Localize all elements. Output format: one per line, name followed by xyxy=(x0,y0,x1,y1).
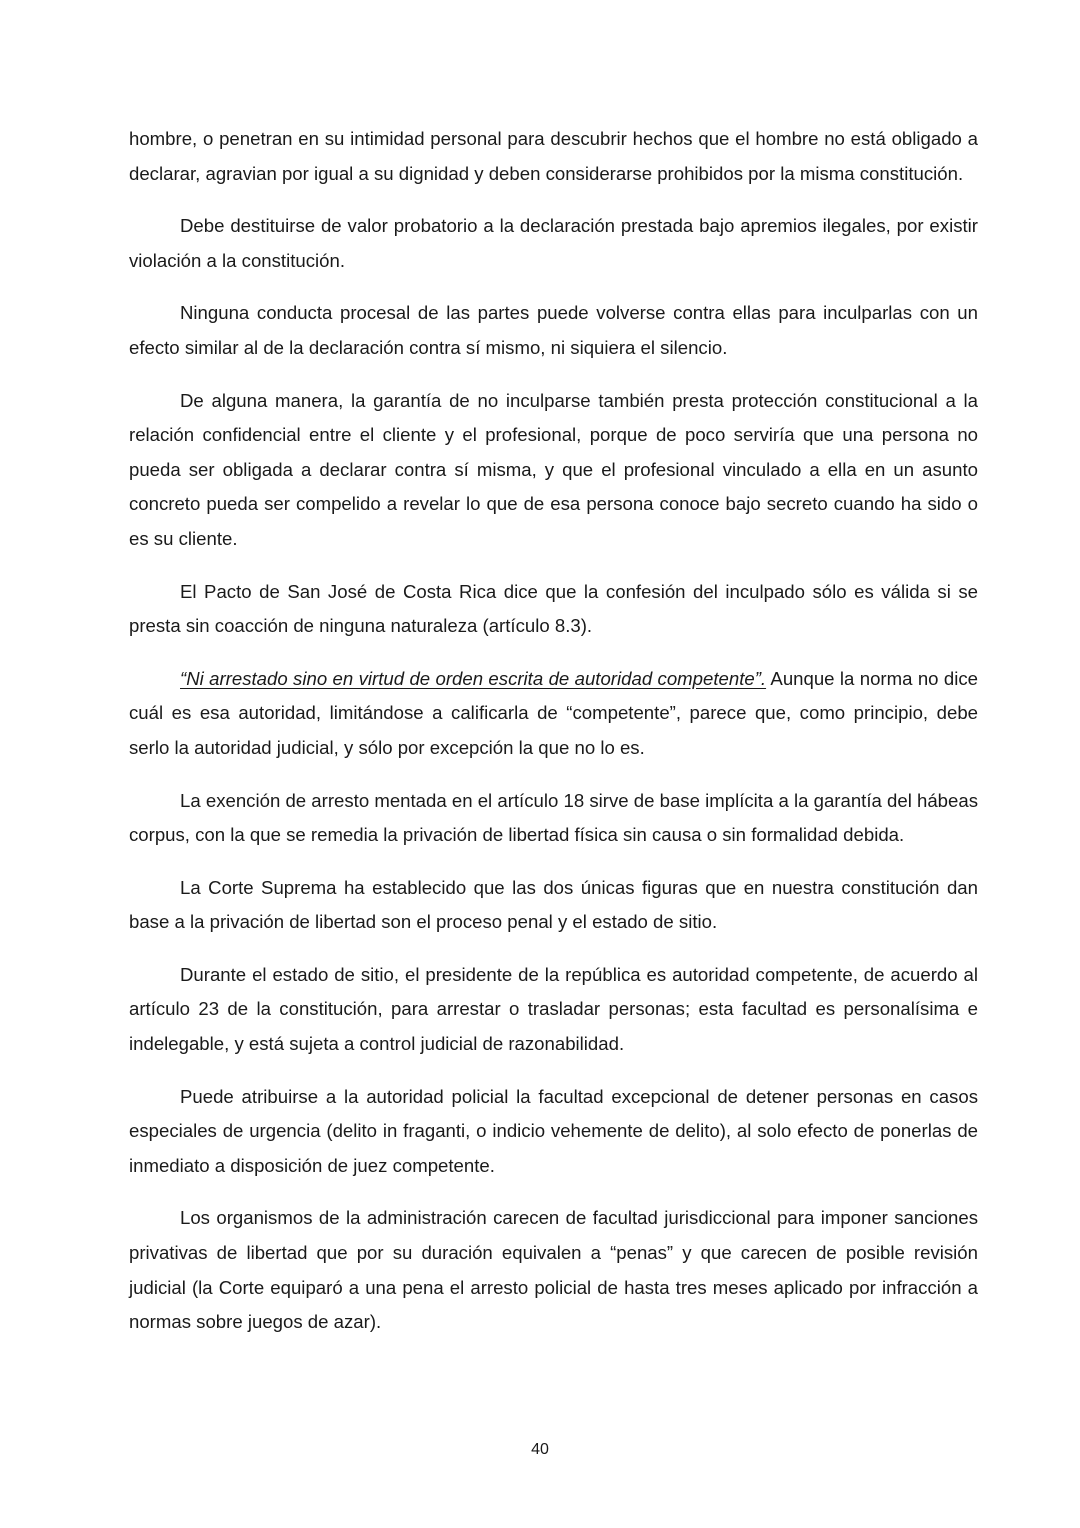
page-number: 40 xyxy=(531,1441,549,1458)
page-body xyxy=(129,122,978,1358)
quote-text: “Ni arrestado sino en virtud de orden escrita de autoridad competente”. xyxy=(180,667,767,689)
paragraph-arrest-quote xyxy=(129,662,978,766)
paragraph-habeas-corpus: La exención de arresto mentada en el artículo 18 sirve de base implícita a la garantía del hábeas corpus, con la que se remedia la privación de libertad física sin causa o sin formalidad debida. xyxy=(129,789,978,846)
paragraph-corte-suprema: La Corte Suprema ha establecido que las dos únicas figuras que en nuestra constitución dan base a la privación de libertad son el proceso penal y el estado de sitio. xyxy=(129,876,978,933)
paragraph-estado-de-sitio: Durante el estado de sitio, el presidente de la república es autoridad competente, de acuerdo al artículo 23 de la constitución, para arrestar o trasladar personas; esta facultad es personalísima e indelegable, y está sujeta a control judicial de razonabilidad. xyxy=(129,963,978,1055)
quote-commentary: Aunque la norma no dice cuál es esa autoridad, limitándose a calificarla de “competente”, parece que, como principio, debe serlo la autoridad judicial, y sólo por excepción la que no lo es. xyxy=(129,667,978,758)
paragraph-autoridad-policial: Puede atribuirse a la autoridad policial la facultad excepcional de detener personas en casos especiales de urgencia (delito in fraganti, o indicio vehemente de delito), al solo efecto de ponerlas de inmediato a disposición de juez competente. xyxy=(129,1085,978,1176)
paragraph-declaration-value: Debe destituirse de valor probatorio a la declaración prestada bajo apremios ilegales, por existir violación a la constitución. xyxy=(129,215,978,271)
paragraph-organismos-administracion: Los organismos de la administración carecen de facultad jurisdiccional para imponer sanciones privativas de libertad que por su duración equivalen a “penas” y que carecen de posible revisión judicial (la Corte equiparó a una pena el arresto policial de hasta tres meses aplicado por infracción a normas sobre juegos de azar). xyxy=(129,1207,978,1333)
paragraph-procedural-conduct: Ninguna conducta procesal de las partes puede volverse contra ellas para inculparlas con un efecto similar al de la declaración contra sí mismo, ni siquiera el silencio. xyxy=(129,302,978,358)
paragraph-pacto-san-jose: El Pacto de San José de Costa Rica dice que la confesión del inculpado sólo es válida si se presta sin coacción de ninguna naturaleza (artículo 8.3). xyxy=(129,580,978,637)
paragraph-continuation: hombre, o penetran en su intimidad personal para descubrir hechos que el hombre no está obligado a declarar, agravian por igual a su dignidad y deben considerarse prohibidos por la misma constitución. xyxy=(129,128,978,184)
paragraph-client-professional: De alguna manera, la garantía de no inculparse también presta protección constitucional a la relación confidencial entre el cliente y el profesional, porque de poco serviría que una persona no pueda ser obligada a declarar contra sí misma, y que el profesional vinculado a ella en un asunto concreto pueda ser compelido a revelar lo que de esa persona conoce bajo secreto cuando ha sido o es su cliente. xyxy=(129,389,978,549)
